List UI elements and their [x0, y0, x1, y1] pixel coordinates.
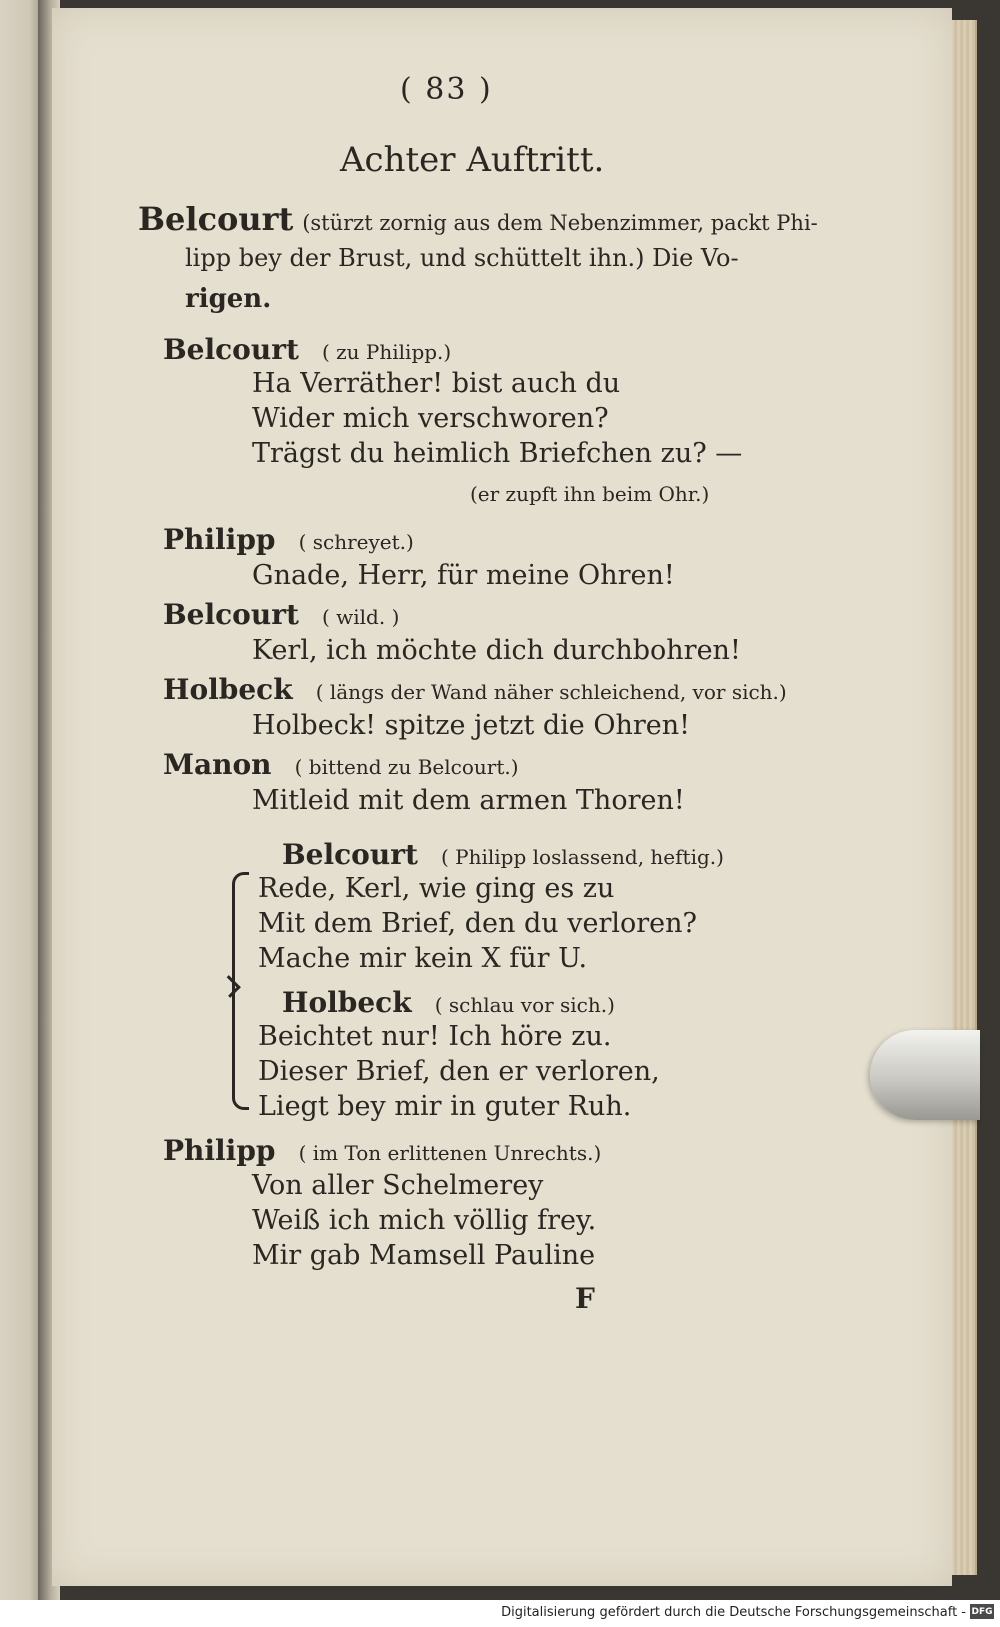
stage-direction: ( zu Philipp.) — [321, 340, 452, 364]
stage-direction: ( Philipp loslassend, heftig.) — [440, 845, 724, 869]
left-page-edge — [0, 0, 42, 1600]
speaker-name: Philipp — [163, 523, 276, 556]
speaker-name: Belcourt — [163, 333, 299, 366]
intro-line-2: lipp bey der Brust, und schüttelt ihn.) Die Vo- — [185, 244, 739, 272]
verse-line: Mir gab Mamsell Pauline — [252, 1240, 596, 1271]
verse-line: Holbeck! spitze jetzt die Ohren! — [252, 710, 691, 741]
verse-line: Rede, Kerl, wie ging es zu — [258, 873, 615, 904]
stage-direction: ( bittend zu Belcourt.) — [294, 755, 519, 779]
verse-line: Dieser Brief, den er verloren, — [258, 1056, 660, 1087]
intro-speaker: Belcourt — [138, 200, 294, 238]
dfg-logo: DFG — [970, 1604, 994, 1619]
verse-line: Von aller Schelmerey — [252, 1170, 544, 1201]
verse-line: Trägst du heimlich Briefchen zu? — — [252, 438, 743, 469]
verse-line: Gnade, Herr, für meine Ohren! — [252, 560, 675, 591]
stage-direction-after: (er zupft ihn beim Ohr.) — [470, 482, 710, 506]
stage-direction: ( schlau vor sich.) — [434, 993, 615, 1017]
speaker-name: Holbeck — [163, 673, 293, 706]
speaker-name: Manon — [163, 748, 272, 781]
stage-direction: ( längs der Wand näher schleichend, vor sich.) — [315, 680, 787, 704]
intro-line-1 — [138, 200, 818, 238]
scene-heading: Achter Auftritt. — [340, 140, 605, 180]
verse-line: Liegt bey mir in guter Ruh. — [258, 1091, 632, 1122]
stage-direction: ( schreyet.) — [298, 530, 414, 554]
intro-line-3: rigen. — [185, 284, 272, 314]
verse-line: Weiß ich mich völlig frey. — [252, 1205, 597, 1236]
speech-block — [163, 333, 451, 366]
verse-line: Mache mir kein X für U. — [258, 943, 588, 974]
verse-line: Mit dem Brief, den du verloren? — [258, 908, 697, 939]
page-number: ( 83 ) — [400, 72, 493, 107]
funding-credit: Digitalisierung gefördert durch die Deutsche Forschungsgemeinschaft - — [501, 1605, 966, 1620]
verse-line: Wider mich verschworen? — [252, 403, 609, 434]
page-holder-clip — [870, 1030, 980, 1120]
verse-line: Ha Verräther! bist auch du — [252, 368, 621, 399]
stage-direction: ( im Ton erlittenen Unrechts.) — [298, 1141, 602, 1165]
speech-block — [163, 523, 414, 556]
intro-direction: (stürzt zornig aus dem Nebenzimmer, packt Phi- — [302, 211, 818, 235]
speaker-name: Holbeck — [282, 986, 412, 1019]
speaker-name: Belcourt — [282, 838, 418, 871]
verse-line: Mitleid mit dem armen Thoren! — [252, 785, 685, 816]
speaker-name: Belcourt — [163, 598, 299, 631]
speaker-name: Philipp — [163, 1134, 276, 1167]
speech-block — [163, 598, 399, 631]
speech-block — [163, 1134, 601, 1167]
speech-block — [163, 748, 519, 781]
verse-line: Beichtet nur! Ich höre zu. — [258, 1021, 612, 1052]
speech-block — [163, 673, 787, 706]
verse-line: Kerl, ich möchte dich durchbohren! — [252, 635, 741, 666]
speech-block — [282, 986, 615, 1019]
catchword: F — [575, 1282, 595, 1315]
stage-direction: ( wild. ) — [321, 605, 400, 629]
speech-block — [282, 838, 724, 871]
